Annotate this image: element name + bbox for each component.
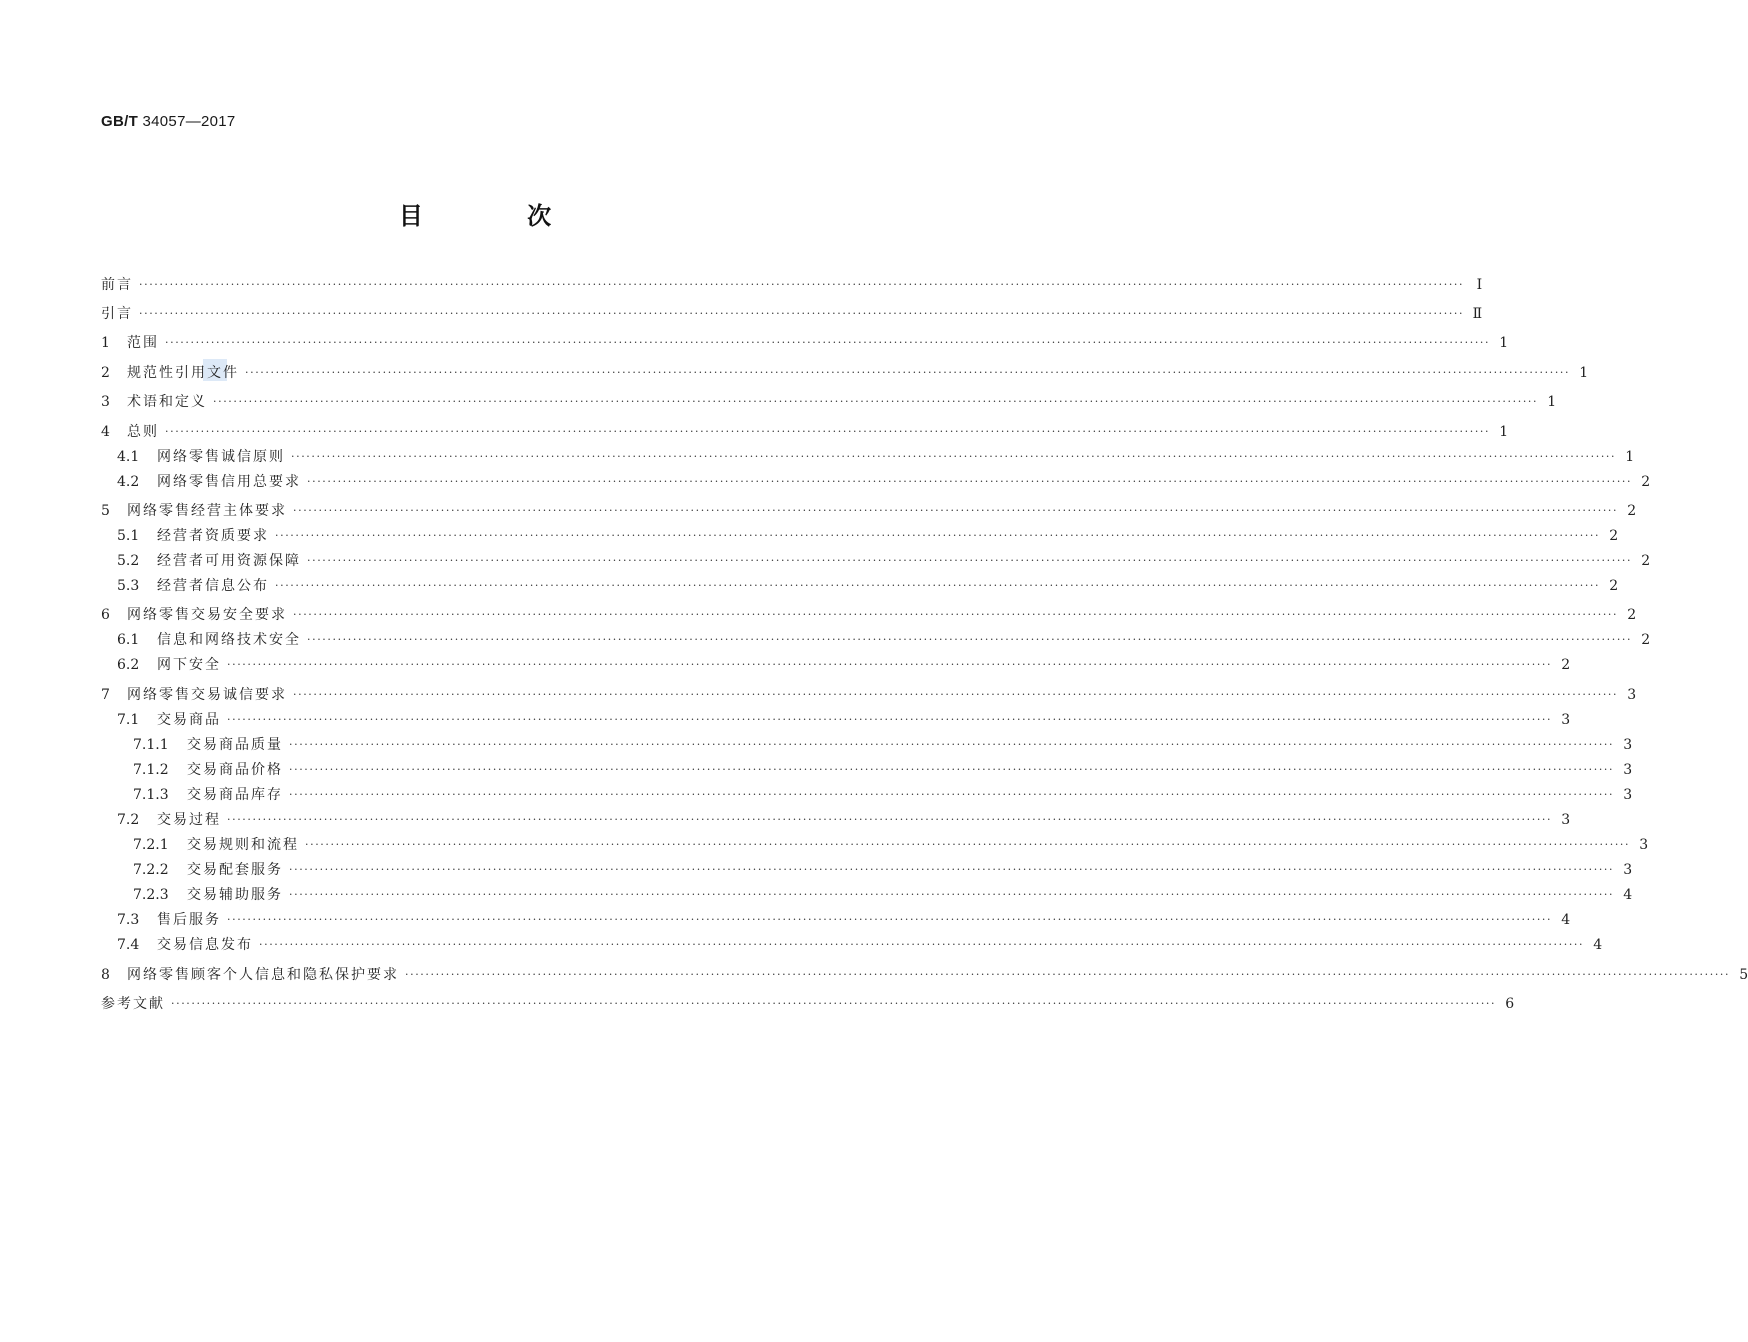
standard-code: 34057—2017 [138,113,236,130]
toc-entry-number: 5.3 [117,578,140,594]
toc-dot-leader: ···································································································································································································································································· [291,450,1617,463]
toc-dot-leader: ···································································································································································································································································· [165,425,1491,438]
toc-entry-label: 交易商品质量 [187,737,283,753]
toc-entry-page: Ⅰ [1476,277,1483,293]
toc-entry[interactable] [117,550,1651,572]
toc-entry-label: 交易商品价格 [187,762,283,778]
toc-entry[interactable] [101,421,1509,443]
toc-entry[interactable] [117,471,1651,493]
toc-entry-page: 1 [1547,394,1557,410]
toc-entry[interactable] [101,684,1637,706]
toc-entry-page: 3 [1639,837,1649,853]
toc-entry-page: Ⅱ [1472,306,1483,322]
toc-entry[interactable] [133,759,1633,781]
toc-entry[interactable] [117,446,1635,468]
toc-entry[interactable] [117,525,1619,547]
toc-entry-label: 交易配套服务 [187,862,283,878]
toc-entry-number: 1 [101,335,110,351]
toc-entry-page: 4 [1593,937,1603,953]
toc-entry-page: 3 [1561,712,1571,728]
standard-prefix: GB/T [101,113,139,130]
toc-entry-label: 交易商品库存 [187,787,283,803]
toc-dot-leader: ···································································································································································································································································· [307,475,1633,488]
toc-entry-number: 5.2 [117,553,140,569]
toc-dot-leader: ···································································································································································································································································· [293,608,1619,621]
toc-entry-label: 经营者可用资源保障 [157,553,301,569]
toc-entry[interactable] [101,332,1509,354]
toc-entry-label: 交易信息发布 [157,937,253,953]
toc-entry[interactable] [133,784,1633,806]
toc-dot-leader: ···································································································································································································································································· [305,838,1631,851]
toc-entry-label: 交易辅助服务 [187,887,283,903]
toc-entry[interactable] [101,274,1483,296]
toc-entry-page: 1 [1499,424,1509,440]
toc-dot-leader: ···································································································································································································································································· [139,307,1465,320]
toc-entry-number: 5.1 [117,528,140,544]
toc-entry-page: 3 [1623,862,1633,878]
toc-entry-number: 4.1 [117,449,140,465]
toc-entry-page: 3 [1623,787,1633,803]
toc-entry-page: 2 [1561,657,1571,673]
toc-entry-label: 交易规则和流程 [187,837,299,853]
toc-entry[interactable] [117,709,1571,731]
toc-entry-label: 前言 [101,277,133,293]
toc-entry-page: 2 [1627,607,1637,623]
toc-entry-page: 3 [1627,687,1637,703]
toc-entry-page: 3 [1623,762,1633,778]
toc-entry-label: 网下安全 [157,657,221,673]
toc-entry-label: 信息和网络技术安全 [157,632,301,648]
toc-dot-leader: ···································································································································································································································································· [289,888,1615,901]
toc-entry-number: 2 [101,365,110,381]
toc-entry[interactable] [133,859,1633,881]
toc-entry-page: 4 [1561,912,1571,928]
toc-entry-page: 2 [1609,528,1619,544]
toc-entry-page: 1 [1625,449,1635,465]
toc-entry[interactable] [133,884,1633,906]
toc-entry-page: 5 [1739,967,1748,983]
toc-entry-page: 1 [1579,365,1589,381]
toc-entry[interactable] [101,362,1589,384]
toc-entry[interactable] [117,809,1571,831]
toc-entry-number: 7 [101,687,110,703]
toc-entry[interactable] [133,734,1633,756]
toc-entry-label: 网络零售信用总要求 [157,474,301,490]
toc-entry-number: 6.1 [117,632,140,648]
toc-dot-leader: ···································································································································································································································································· [289,788,1615,801]
toc-entry-number: 7.1.2 [133,762,169,778]
toc-entry[interactable] [117,934,1603,956]
toc-entry-number: 7.2 [117,812,140,828]
toc-dot-leader: ···································································································································································································································································· [275,529,1601,542]
toc-entry[interactable] [101,993,1515,1015]
toc-entry-label: 引言 [101,306,133,322]
toc-entry-label: 网络零售交易安全要求 [127,607,287,623]
toc-dot-leader: ···································································································································································································································································· [259,938,1585,951]
toc-entry-page: 2 [1641,474,1651,490]
toc-entry-number: 7.1.3 [133,787,169,803]
toc-entry-label: 规范性引用文件 [127,365,239,381]
toc-entry-number: 7.2.1 [133,837,169,853]
toc-title: 目 次 [398,202,600,230]
toc-entry-number: 4.2 [117,474,140,490]
toc-entry-page: 4 [1623,887,1633,903]
toc-entry-number: 7.2.2 [133,862,169,878]
toc-entry[interactable] [101,303,1483,325]
toc-entry-number: 4 [101,424,110,440]
toc-entry-page: 3 [1623,737,1633,753]
toc-entry-number: 7.4 [117,937,140,953]
toc-dot-leader: ···································································································································································································································································· [289,738,1615,751]
toc-entry-page: 2 [1609,578,1619,594]
toc-entry[interactable] [101,964,1748,986]
toc-dot-leader: ···································································································································································································································································· [307,633,1633,646]
toc-entry[interactable] [117,654,1571,676]
toc-entry[interactable] [101,391,1557,413]
toc-entry[interactable] [101,500,1637,522]
toc-entry-number: 7.3 [117,912,140,928]
toc-entry-page: 6 [1505,996,1515,1012]
toc-dot-leader: ···································································································································································································································································· [405,968,1731,981]
toc-entry[interactable] [117,629,1651,651]
toc-entry-label: 售后服务 [157,912,221,928]
toc-entry-number: 8 [101,967,110,983]
toc-entry-label: 网络零售顾客个人信息和隐私保护要求 [127,967,399,983]
toc-dot-leader: ···································································································································································································································································· [293,688,1619,701]
toc-entry-label: 经营者信息公布 [157,578,269,594]
toc-dot-leader: ···································································································································································································································································· [227,813,1553,826]
toc-dot-leader: ···································································································································································································································································· [289,763,1615,776]
toc-entry-label: 网络零售交易诚信要求 [127,687,287,703]
toc-entry-label: 参考文献 [101,996,165,1012]
toc-entry-label: 范围 [127,335,159,351]
toc-dot-leader: ···································································································································································································································································· [245,366,1571,379]
toc-entry-number: 3 [101,394,110,410]
toc-entry[interactable] [117,909,1571,931]
toc-entry-label: 总则 [127,424,159,440]
toc-dot-leader: ···································································································································································································································································· [293,504,1619,517]
toc-entry-page: 2 [1627,503,1637,519]
toc-entry[interactable] [133,834,1649,856]
toc-entry-number: 5 [101,503,110,519]
toc-dot-leader: ···································································································································································································································································· [165,336,1491,349]
toc-dot-leader: ···································································································································································································································································· [289,863,1615,876]
toc-entry-label: 网络零售经营主体要求 [127,503,287,519]
toc-dot-leader: ···································································································································································································································································· [171,997,1497,1010]
toc-entry-page: 3 [1561,812,1571,828]
toc-dot-leader: ···································································································································································································································································· [275,579,1601,592]
toc-dot-leader: ···································································································································································································································································· [307,554,1633,567]
toc-entry-number: 6.2 [117,657,140,673]
toc-dot-leader: ···································································································································································································································································· [213,395,1539,408]
toc-entry-page: 2 [1641,632,1651,648]
toc-entry-label: 网络零售诚信原则 [157,449,285,465]
toc-entry-number: 6 [101,607,110,623]
toc-entry-page: 1 [1499,335,1509,351]
toc-dot-leader: ···································································································································································································································································· [227,713,1553,726]
toc-entry-number: 7.1.1 [133,737,169,753]
toc-entry-number: 7.2.3 [133,887,169,903]
toc-dot-leader: ···································································································································································································································································· [227,913,1553,926]
toc-entry[interactable] [117,575,1619,597]
toc-entry-label: 术语和定义 [127,394,207,410]
toc-entry-label: 交易过程 [157,812,221,828]
toc-entry-label: 交易商品 [157,712,221,728]
toc-entry-label: 经营者资质要求 [157,528,269,544]
toc-dot-leader: ···································································································································································································································································· [139,278,1465,291]
toc-entry-number: 7.1 [117,712,140,728]
toc-entry-page: 2 [1641,553,1651,569]
toc-entry[interactable] [101,604,1637,626]
toc-dot-leader: ···································································································································································································································································· [227,658,1553,671]
